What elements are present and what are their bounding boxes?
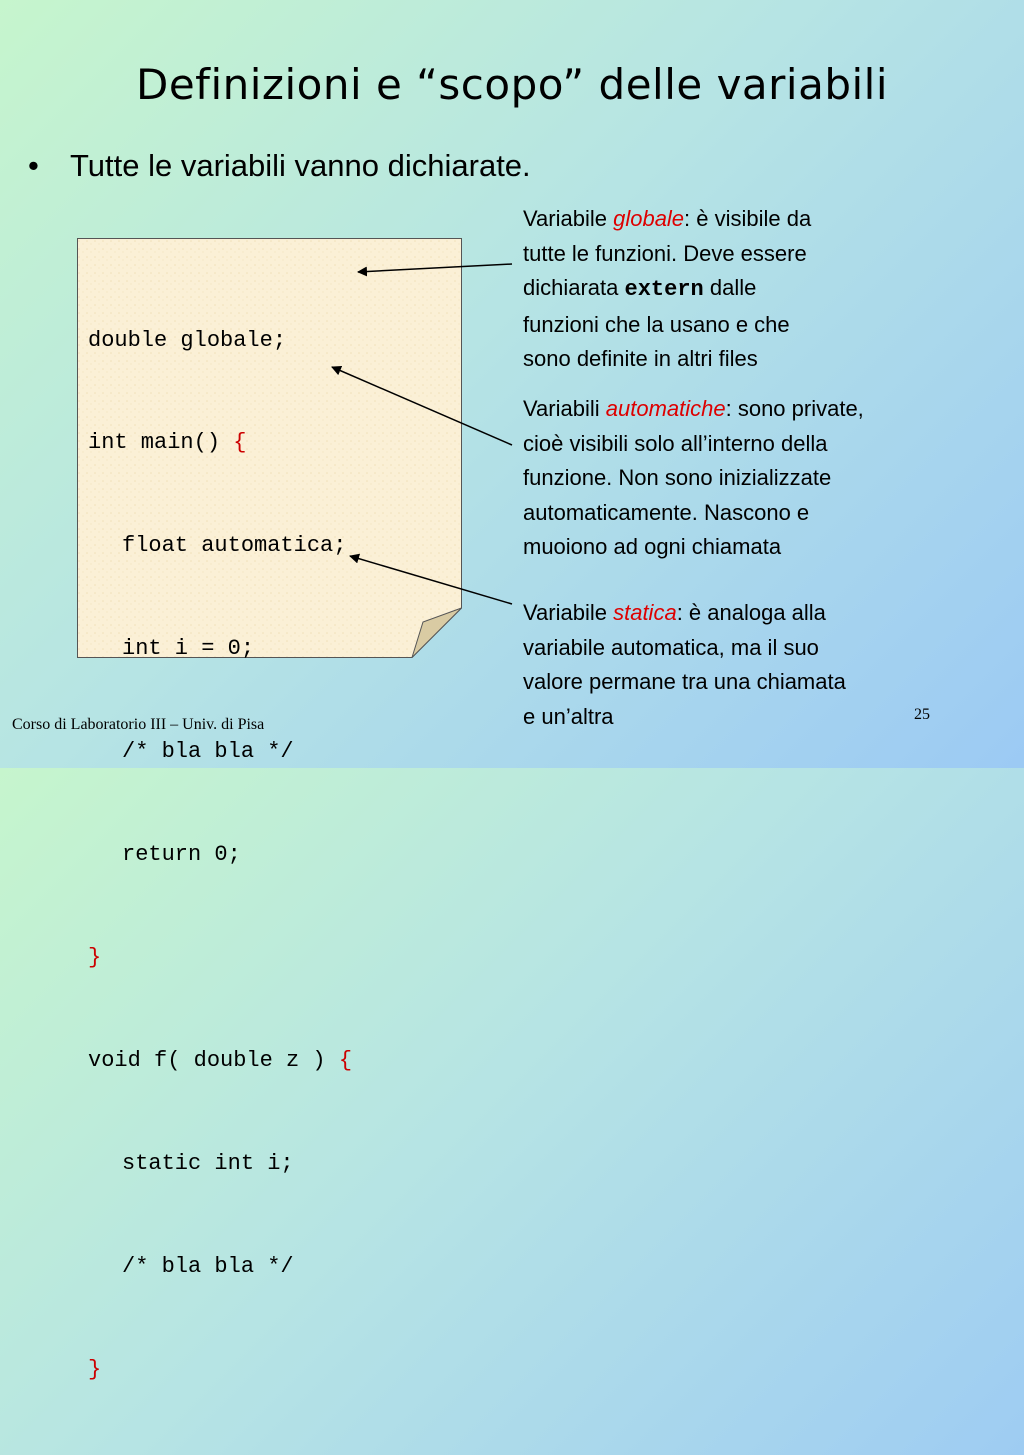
- code-brace: {: [338, 1047, 353, 1073]
- bullet-marker: •: [28, 148, 39, 183]
- description-statica: Variabile statica: è analoga alla variabile automatica, ma il suo valore permane tra una chiamata e un’altra: [523, 600, 846, 729]
- code-line-5: /* bla bla */: [122, 739, 294, 765]
- page-number: 25: [914, 706, 930, 723]
- code-line-1: double globale;: [88, 327, 287, 353]
- slide-title: Definizioni e “scopo” delle variabili: [135, 60, 889, 109]
- code-line-6: return 0;: [122, 842, 241, 868]
- term-automatiche: automatiche: [605, 396, 726, 421]
- footer-course: Corso di Laboratorio III – Univ. di Pisa: [12, 716, 265, 733]
- description-automatiche: Variabili automatiche: sono private, cioè visibili solo all’interno della funzione. Non sono inizializzate automaticamente. Nascono e muoiono ad ogni chiamata: [523, 396, 864, 559]
- code-line-3: float automatica;: [122, 533, 347, 559]
- bullet-text: Tutte le variabili vanno dichiarate.: [70, 148, 531, 183]
- code-line-9: static int i;: [122, 1150, 294, 1176]
- code-line-10: /* bla bla */: [122, 1253, 294, 1279]
- keyword-extern: extern: [624, 277, 704, 302]
- code-line-8: void f( double z ) {: [88, 1047, 353, 1073]
- code-brace: }: [88, 944, 102, 970]
- code-line-11: [88, 1353, 352, 1387]
- code-brace: }: [88, 1356, 102, 1382]
- code-line-2: int main() {: [88, 430, 247, 456]
- code-brace: {: [233, 430, 247, 456]
- description-globale: Variabile globale: è visibile da tutte le funzioni. Deve essere dichiarata extern dalle funzioni che la usano e che sono definite in altri files: [523, 206, 812, 371]
- code-line-7: [88, 941, 352, 975]
- code-block: [88, 255, 352, 1455]
- term-statica: statica: [613, 600, 677, 625]
- code-line-4: int i = 0;: [122, 636, 255, 662]
- bullet-item: [28, 148, 531, 184]
- term-globale: globale: [613, 206, 685, 231]
